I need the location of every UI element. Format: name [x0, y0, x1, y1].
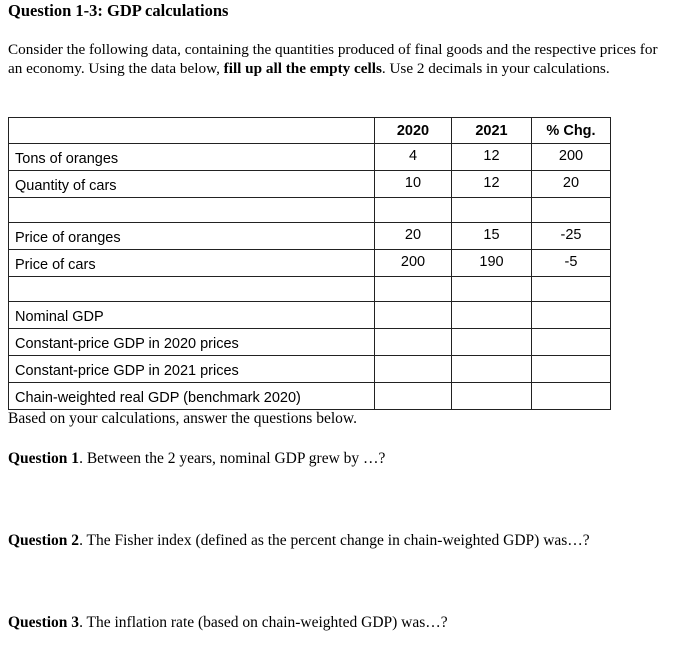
cell-2021[interactable]	[452, 383, 532, 410]
question-text: . Between the 2 years, nominal GDP grew by …?	[79, 450, 386, 467]
cell-pct-change[interactable]	[532, 302, 611, 329]
row-label: Chain-weighted real GDP (benchmark 2020)	[9, 383, 375, 410]
table-row	[9, 171, 611, 198]
question-1	[8, 450, 385, 468]
spacer-cell	[452, 277, 532, 302]
page-title: Question 1-3: GDP calculations	[8, 1, 229, 20]
cell-2021[interactable]	[452, 356, 532, 383]
cell-pct-change: 200	[532, 144, 611, 171]
spacer-cell	[9, 277, 375, 302]
header-pct-change: % Chg.	[532, 118, 611, 144]
row-label: Price of oranges	[9, 223, 375, 250]
spacer-cell	[532, 198, 611, 223]
row-label: Constant-price GDP in 2020 prices	[9, 329, 375, 356]
cell-2020: 4	[375, 144, 452, 171]
row-label: Quantity of cars	[9, 171, 375, 198]
cell-2021: 12	[452, 171, 532, 198]
table-row	[9, 383, 611, 410]
cell-2021[interactable]	[452, 302, 532, 329]
table-spacer-row	[9, 198, 611, 223]
row-label: Constant-price GDP in 2021 prices	[9, 356, 375, 383]
spacer-cell	[9, 198, 375, 223]
cell-pct-change: -5	[532, 250, 611, 277]
question-label: Question 1	[8, 450, 80, 467]
row-label: Price of cars	[9, 250, 375, 277]
cell-pct-change[interactable]	[532, 356, 611, 383]
question-2	[8, 532, 590, 550]
cell-2021: 12	[452, 144, 532, 171]
cell-2021: 190	[452, 250, 532, 277]
question-text: . The Fisher index (defined as the percent change in chain-weighted GDP) was…?	[79, 532, 590, 549]
row-label: Tons of oranges	[9, 144, 375, 171]
table-row	[9, 302, 611, 329]
cell-2021: 15	[452, 223, 532, 250]
question-text: . The inflation rate (based on chain-weighted GDP) was…?	[79, 614, 448, 631]
question-3	[8, 614, 448, 632]
cell-pct-change: -25	[532, 223, 611, 250]
table-spacer-row	[9, 277, 611, 302]
cell-2020[interactable]	[375, 356, 452, 383]
cell-2020[interactable]	[375, 329, 452, 356]
header-blank-cell	[9, 118, 375, 144]
cell-pct-change[interactable]	[532, 329, 611, 356]
spacer-cell	[532, 277, 611, 302]
intro-paragraph	[8, 40, 668, 78]
cell-2020[interactable]	[375, 302, 452, 329]
spacer-cell	[375, 277, 452, 302]
table-header-row	[9, 118, 611, 144]
cell-2020: 200	[375, 250, 452, 277]
spacer-cell	[375, 198, 452, 223]
cell-2020: 10	[375, 171, 452, 198]
cell-2020[interactable]	[375, 383, 452, 410]
header-year-2021: 2021	[452, 118, 532, 144]
header-year-2020: 2020	[375, 118, 452, 144]
gdp-data-table	[8, 117, 611, 410]
table-row	[9, 223, 611, 250]
intro-text-1: Consider the following data, containing the quantities produced of final goods and the respective prices for an economy. Using the data below,	[8, 41, 658, 77]
question-label: Question 2	[8, 532, 80, 549]
question-label: Question 3	[8, 614, 80, 631]
table-row	[9, 329, 611, 356]
cell-2020: 20	[375, 223, 452, 250]
cell-2021[interactable]	[452, 329, 532, 356]
table-row	[9, 144, 611, 171]
table-row	[9, 250, 611, 277]
cell-pct-change[interactable]	[532, 383, 611, 410]
row-label: Nominal GDP	[9, 302, 375, 329]
spacer-cell	[452, 198, 532, 223]
intro-text-2: . Use 2 decimals in your calculations.	[381, 60, 610, 77]
intro-bold-instruction: fill up all the empty cells	[223, 60, 382, 77]
instructions-text: Based on your calculations, answer the questions below.	[8, 410, 357, 427]
table-row	[9, 356, 611, 383]
cell-pct-change: 20	[532, 171, 611, 198]
